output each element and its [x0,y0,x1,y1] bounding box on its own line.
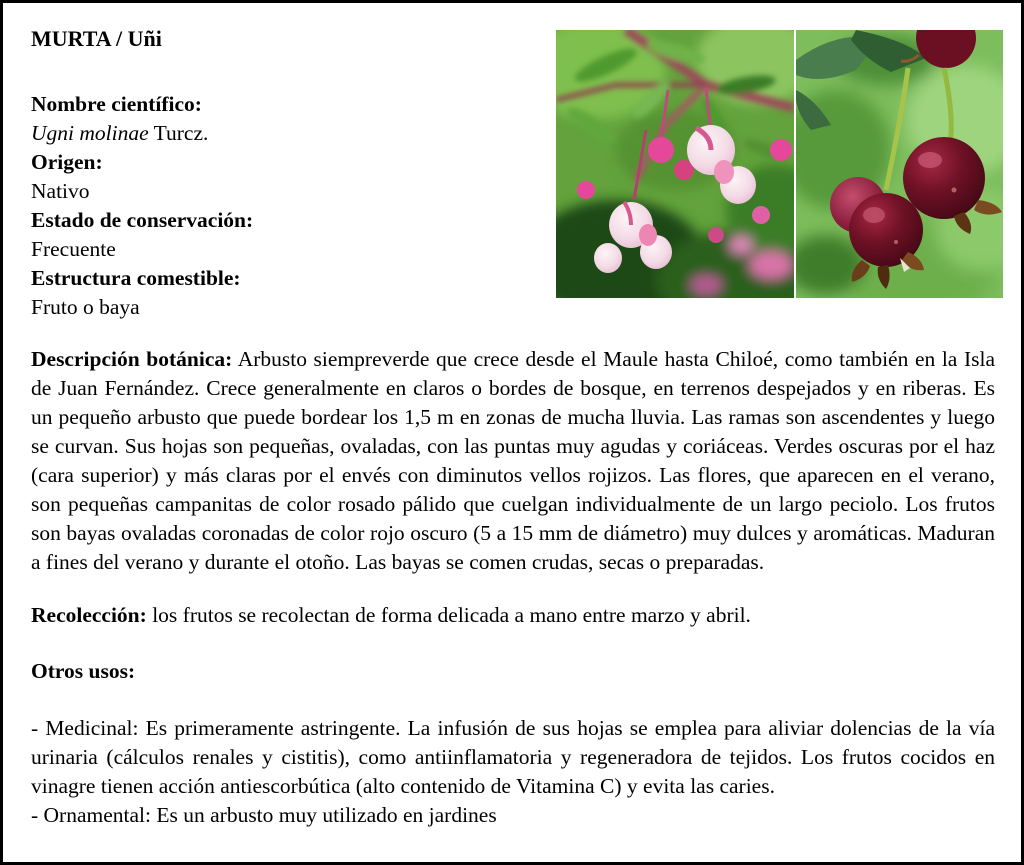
scientific-name-italic: Ugni molinae [31,121,149,145]
recoleccion-label: Recolección: [31,603,147,627]
field-label: Estado de conservación: [31,208,254,232]
field-value: Fruto o baya [31,295,140,319]
page-content [3,24,1021,830]
field-nombre-cientifico [31,90,501,148]
field-value: Frecuente [31,237,116,261]
page-title: MURTA / Uñi [31,26,162,51]
uso-ornamental-item: - Ornamental: Es un arbusto muy utilizado en jardines [31,803,497,827]
descripcion-botanica-text: Arbusto siempreverde que crece desde el Maule hasta Chiloé, como también en la Isla de Juan Fernández. Crece generalmente en claros o bordes de bosque, en terrenos despejados y en riberas. Es un pequeño arbusto que puede bordear los 1,5 m en zonas de mucha lluvia. Las ramas son ascendentes y luego se curvan. Sus hojas son pequeñas, ovaladas, con las puntas muy agudas y coriáceas. Verdes oscuras por el haz (cara superior) y más claras por el envés con diminutos vellos rojizos. Las flores, que aparecen en el verano, son pequeñas campanitas de color rosado pálido que cuelgan individualmente de un largo peciolo. Los frutos son bayas ovaladas coronadas de color rojo oscuro (5 a 15 mm de diámetro) muy dulces y aromáticas. Maduran a fines del verano y durante el otoño. Las bayas se comen crudas, secas o preparadas. [31,347,995,574]
uso-medicinal-item: - Medicinal: Es primeramente astringente. La infusión de sus hojas se emplea para aliviar dolencias de la vía urinaria (cálculos renales y cistitis), como antiinflamatoria y regeneradora de tejidos. Los frutos cocidos en vinagre tienen acción antiescorbútica (alto contenido de Vitamina C) y evita las caries. [31,716,995,798]
field-label: Nombre científico: [31,92,202,116]
descripcion-botanica-label: Descripción botánica: [31,347,233,371]
field-label: Estructura comestible: [31,266,241,290]
species-info-list [31,90,501,322]
recoleccion-text: los frutos se recolectan de forma delicada a mano entre marzo y abril. [152,603,751,627]
field-value [31,119,501,148]
field-estructura-comestible [31,264,501,322]
field-label: Origen: [31,150,103,174]
field-origen [31,148,501,206]
otros-usos-heading: Otros usos: [31,659,136,683]
descripcion-botanica-paragraph [31,345,995,577]
scientific-name-authority: Turcz. [148,121,209,145]
field-estado-conservacion [31,206,501,264]
field-value: Nativo [31,179,90,203]
recoleccion-paragraph [31,601,995,630]
